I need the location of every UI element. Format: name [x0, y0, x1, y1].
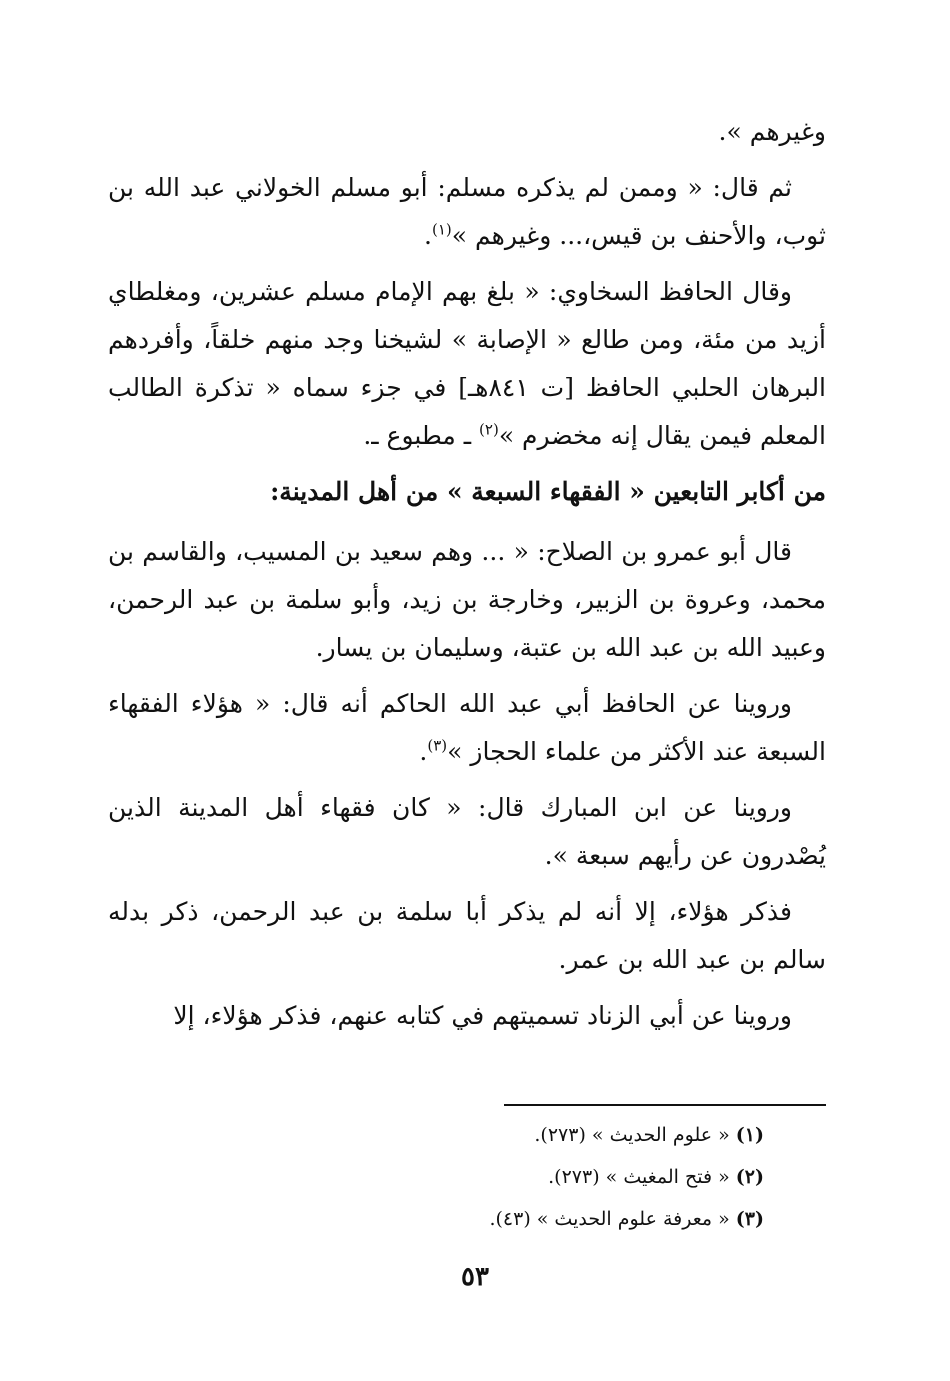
paragraph-5: [108, 680, 826, 776]
paragraph-1: [108, 108, 826, 156]
paragraph-text: وروينا عن أبي الزناد تسميتهم في كتابه عنهم، فذكر هؤلاء، إلا: [173, 1001, 792, 1030]
paragraph-text: وقال الحافظ السخاوي: « بلغ بهم الإمام مسلم عشرين، ومغلطاي أزيد من مئة، ومن طالع « الإصابة » لشيخنا وجد منهم خلقاً، وأفردهم البرهان الحلبي الحافظ [ت ٨٤١هـ] في جزء سماه « تذكرة الطالب المعلم فيمن يقال إنه مخضرم »: [108, 277, 827, 450]
footnote-text: « معرفة علوم الحديث » (٤٣).: [489, 1208, 730, 1230]
paragraph-text: فذكر هؤلاء، إلا أنه لم يذكر أبا سلمة بن عبد الرحمن، ذكر بدله سالم بن عبد الله بن عمر.: [108, 897, 826, 974]
paragraph-8: [108, 992, 826, 1040]
footnote-ref-2: (٢): [479, 420, 499, 439]
footnote-divider: [504, 1104, 826, 1106]
paragraph-7: [108, 888, 826, 984]
paragraph-tail: .: [419, 737, 428, 766]
footnote-1: [400, 1114, 764, 1156]
footnote-3: [400, 1198, 764, 1240]
page-body: [108, 108, 826, 1048]
footnote-ref-3: (٣): [427, 736, 448, 755]
paragraph-text: وروينا عن الحافظ أبي عبد الله الحاكم أنه قال: « هؤلاء الفقهاء السبعة عند الأكثر من علماء الحجاز »: [108, 689, 826, 766]
paragraph-text: وغيرهم ».: [718, 117, 826, 146]
paragraph-6: [108, 784, 826, 880]
page-number: ٥٣: [461, 1262, 489, 1292]
footnotes: [400, 1114, 764, 1240]
paragraph-4: [108, 528, 826, 672]
paragraph-text: وروينا عن ابن المبارك قال: « كان فقهاء أهل المدينة الذين يُصْدرون عن رأيهم سبعة ».: [108, 793, 826, 870]
footnote-number: (٣): [735, 1208, 764, 1230]
paragraph-tail: .: [424, 221, 432, 250]
footnote-text: « علوم الحديث » (٢٧٣).: [534, 1124, 730, 1146]
footnote-number: (٢): [735, 1166, 764, 1188]
paragraph-tail: ـ مطبوع ـ.: [363, 421, 480, 450]
footnote-2: [400, 1156, 764, 1198]
section-heading: من أكابر التابعين « الفقهاء السبعة » من أهل المدينة:: [270, 477, 826, 506]
paragraph-2: [108, 164, 826, 260]
footnote-text: « فتح المغيث » (٢٧٣).: [548, 1166, 730, 1188]
footnote-number: (١): [735, 1124, 764, 1146]
paragraph-text: ثم قال: « وممن لم يذكره مسلم: أبو مسلم الخولاني عبد الله بن ثوب، والأحنف بن قيس،... وغيرهم »: [108, 173, 826, 250]
footnote-ref-1: (١): [431, 220, 452, 239]
paragraph-3: [108, 268, 826, 460]
paragraph-text: قال أبو عمرو بن الصلاح: « ... وهم سعيد بن المسيب، والقاسم بن محمد، وعروة بن الزبير، وخارجة بن زيد، وأبو سلمة بن عبد الرحمن، وعبيد الله بن عبد الله بن عتبة، وسليمان بن يسار.: [108, 537, 826, 662]
